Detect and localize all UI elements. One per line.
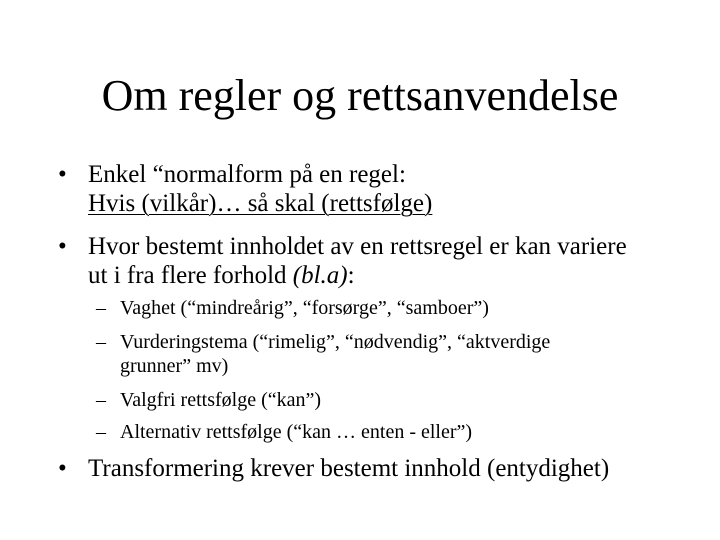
bullet-marker: • <box>58 455 67 482</box>
bullet-text: Hvor bestemt innholdet av en rettsregel er kan variere <box>88 233 627 260</box>
bullet-text: Enkel “normalform på en regel: <box>88 161 406 188</box>
bullet-marker: • <box>58 233 67 260</box>
slide-title: Om regler og rettsanvendelse <box>101 71 619 120</box>
bullet-text-colon: : <box>347 262 355 289</box>
sub-bullet-text-continued: grunner” mv) <box>120 355 229 377</box>
sub-bullet-text: Alternativ rettsfølge (“kan … enten - eller”) <box>120 421 473 443</box>
sub-bullet-marker: – <box>96 389 106 411</box>
sub-bullet-text: Vaghet (“mindreårig”, “forsørge”, “samboer”) <box>120 297 489 319</box>
bullet-text-italic: (bl.a) <box>292 262 348 289</box>
sub-bullet-marker: – <box>96 331 106 353</box>
bullet-text-underlined: Hvis (vilkår)… så skal (rettsfølge) <box>88 190 433 217</box>
sub-bullet-marker: – <box>96 421 106 443</box>
sub-bullet-marker: – <box>96 297 106 319</box>
bullet-marker: • <box>58 161 67 188</box>
sub-bullet-text: Vurderingstema (“rimelig”, “nødvendig”, “aktverdige <box>120 331 551 353</box>
bullet-text-continued <box>88 261 698 290</box>
sub-bullet-text: Valgfri rettsfølge (“kan”) <box>120 389 322 411</box>
bullet-text: Transformering krever bestemt innhold (entydighet) <box>88 455 610 482</box>
bullet-text-plain: ut i fra flere forhold <box>88 262 293 289</box>
